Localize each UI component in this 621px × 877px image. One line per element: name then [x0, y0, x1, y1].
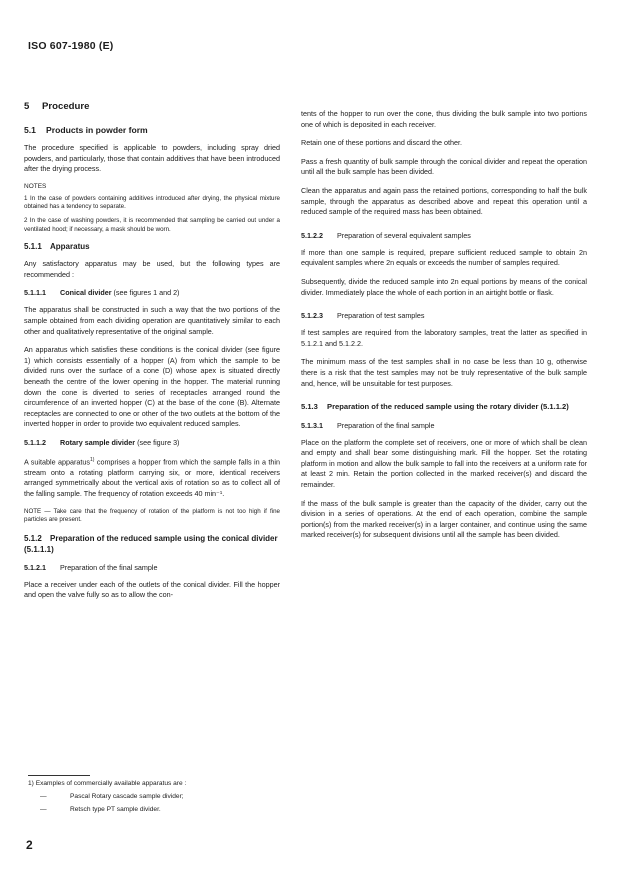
- section-title: Products in powder form: [46, 125, 148, 135]
- paragraph: The procedure specified is applicable to powders, including spray dried powders, and particularly, those that contain additives that have been introduced after the drying process.: [24, 143, 280, 174]
- figure-reference: (see figures 1 and 2): [113, 288, 180, 298]
- paragraph: An apparatus which satisfies these conditions is the conical divider (see figure 1) which consists essentially of a hopper (A) from which the sample to be divided runs over the surface of a cone (D) whose apex is situated directly beneath the centre of the lower opening in the hopper. The material running down the cone is diverted to series of receptacles arranged round the circumference of an inverted hopper (C) at the base of the cone (B). Alternate receptacles are connected to one or other of the two outlets at the bottom of the inverted hopper in order to provide two equivalent reduced samples.: [24, 345, 280, 429]
- section-heading: [24, 101, 280, 112]
- footnote-item-text: Pascal Rotary cascade sample divider;: [70, 793, 184, 800]
- paragraph: If test samples are required from the laboratory samples, treat the latter as specified in 5.1.2.1 and 5.1.2.2.: [301, 328, 587, 348]
- footnote-item-text: Retsch type PT sample divider.: [70, 806, 161, 813]
- paragraph: If more than one sample is required, prepare sufficient reduced sample to obtain 2n equivalent samples where 2n equals or exceeds the number of samples required.: [301, 247, 587, 268]
- subsubsection-heading: [24, 438, 280, 447]
- subsection-number: 5.1.3: [301, 402, 318, 412]
- left-column: [24, 101, 280, 601]
- footnote-item: [28, 805, 328, 814]
- section-heading: [24, 125, 280, 135]
- paragraph: tents of the hopper to run over the cone, thus dividing the bulk sample into two portions one of which is deposited in each receiver.: [301, 109, 587, 129]
- subsubsection-heading: [301, 421, 587, 430]
- subsection-heading: [24, 533, 280, 555]
- subsubsection-number: 5.1.2.1: [24, 562, 46, 572]
- paragraph: The apparatus shall be constructed in such a way that the two portions of the sample obtained from each dividing operation are quantitatively similar to each other and qualitatively representative of the original sample.: [24, 305, 280, 336]
- subsubsection-title: Rotary sample divider: [60, 437, 136, 447]
- paragraph: Any satisfactory apparatus may be used, but the following types are recommended :: [24, 259, 280, 279]
- section-number: 5.1: [24, 125, 36, 135]
- subsubsection-title: Preparation of the final sample: [337, 420, 435, 430]
- subsubsection-heading: [301, 231, 587, 240]
- footnote-divider: [28, 775, 90, 776]
- paragraph-text: A suitable apparatus: [24, 457, 90, 467]
- paragraph: Retain one of these portions and discard the other.: [301, 138, 463, 148]
- footnote-marker: 1): [89, 456, 95, 463]
- section-title: Procedure: [42, 101, 90, 112]
- subsubsection-title: Conical divider: [60, 288, 112, 298]
- subsubsection-number: 5.1.2.2: [301, 230, 323, 240]
- figure-reference: (see figure 3): [137, 437, 180, 447]
- paragraph: Place a receiver under each of the outlets of the conical divider. Fill the hopper and open the valve fully so as to allow the con-: [24, 579, 280, 600]
- subsubsection-number: 5.1.1.2: [24, 437, 46, 447]
- subsection-title: Preparation of the reduced sample using the rotary divider (5.1.1.2): [327, 402, 569, 412]
- subsubsection-title: Preparation of the final sample: [60, 562, 158, 572]
- subsection-number: 5.1.2: [24, 533, 42, 543]
- dash: —: [40, 806, 47, 813]
- section-number: 5: [24, 101, 30, 112]
- subsubsection-heading: [24, 288, 280, 297]
- subsection-heading: [301, 402, 587, 413]
- paragraph: Subsequently, divide the reduced sample into 2n equal portions by means of the conical divider. Immediately place the whole of each portion in an airtight bottle or flask.: [301, 276, 587, 297]
- paragraph: If the mass of the bulk sample is greater than the capacity of the divider, carry out the division in a series of operations. At the end of each operation, combine the sample portion(s) from the marked receiver(s) in a larger container, and continue using the same marked receiver(s) for subsequent divisions until all the sample has been divided.: [301, 498, 587, 540]
- footnote-title: 1) Examples of commercially available apparatus are :: [28, 780, 187, 787]
- paragraph-text: comprises a hopper from which the sample falls in a thin stream onto a rotating platform carrying six, or more, identical receivers arranged symmetrically about the vertical axis of rotation so as to collect all of the falling sample. The frequency of rotation exceeds 40 min⁻¹.: [24, 457, 281, 499]
- subsubsection-number: 5.1.3.1: [301, 420, 323, 430]
- paragraph: [24, 455, 280, 500]
- subsubsection-number: 5.1.1.1: [24, 288, 46, 298]
- page-number: 2: [26, 838, 33, 852]
- subsection-heading: [24, 242, 280, 251]
- paragraph: Pass a fresh quantity of bulk sample through the conical divider and repeat the operation until all the bulk sample has been divided.: [301, 156, 587, 177]
- subsubsection-title: Preparation of several equivalent samples: [337, 230, 471, 240]
- paragraph: The minimum mass of the test samples shall in no case be less than 10 g, otherwise there is a risk that the test samples may not be truly representative of the bulk sample and, hence, will be unsuitable for test purposes.: [301, 357, 587, 388]
- subsection-title: Preparation of the reduced sample using the conical divider (5.1.1.1): [24, 533, 278, 554]
- notes-title: NOTES: [24, 182, 47, 190]
- note: 2 In the case of washing powders, it is recommended that sampling be carried out under a ventilated hood; if necessary, a mask should be worn.: [24, 216, 280, 233]
- subsection-title: Apparatus: [50, 242, 90, 252]
- subsubsection-heading: [24, 563, 280, 572]
- paragraph: Place on the platform the complete set of receivers, one or more of which shall be clean and empty and shall bear some distinguishing mark. Fill the hopper. Set the rotating platform in motion and allow the bulk sample to fall into the receivers at a uniform rate for at least 2 min. Retain the portion collected in the marked receiver(s) and discard the remainder.: [301, 437, 587, 490]
- note: 1 In the case of powders containing additives introduced after drying, the physical mixture obtained has a tendency to separate.: [24, 194, 280, 211]
- paragraph: Clean the apparatus and again pass the retained portions, corresponding to half the bulk sample, through the apparatus as described above and repeat this operation until a reduced sample of the required mass has been obtained.: [301, 185, 587, 217]
- dash: —: [40, 793, 47, 800]
- note: NOTE — Take care that the frequency of rotation of the platform is not too high if fine particles are present.: [24, 507, 280, 524]
- subsection-number: 5.1.1: [24, 242, 42, 252]
- standard-header: ISO 607-1980 (E): [28, 40, 114, 52]
- subsubsection-number: 5.1.2.3: [301, 311, 323, 321]
- right-column: [301, 109, 587, 541]
- subsubsection-heading: [301, 311, 587, 320]
- subsubsection-title: Preparation of test samples: [337, 311, 425, 321]
- footnote-item: [28, 792, 328, 801]
- footnotes: [28, 779, 328, 814]
